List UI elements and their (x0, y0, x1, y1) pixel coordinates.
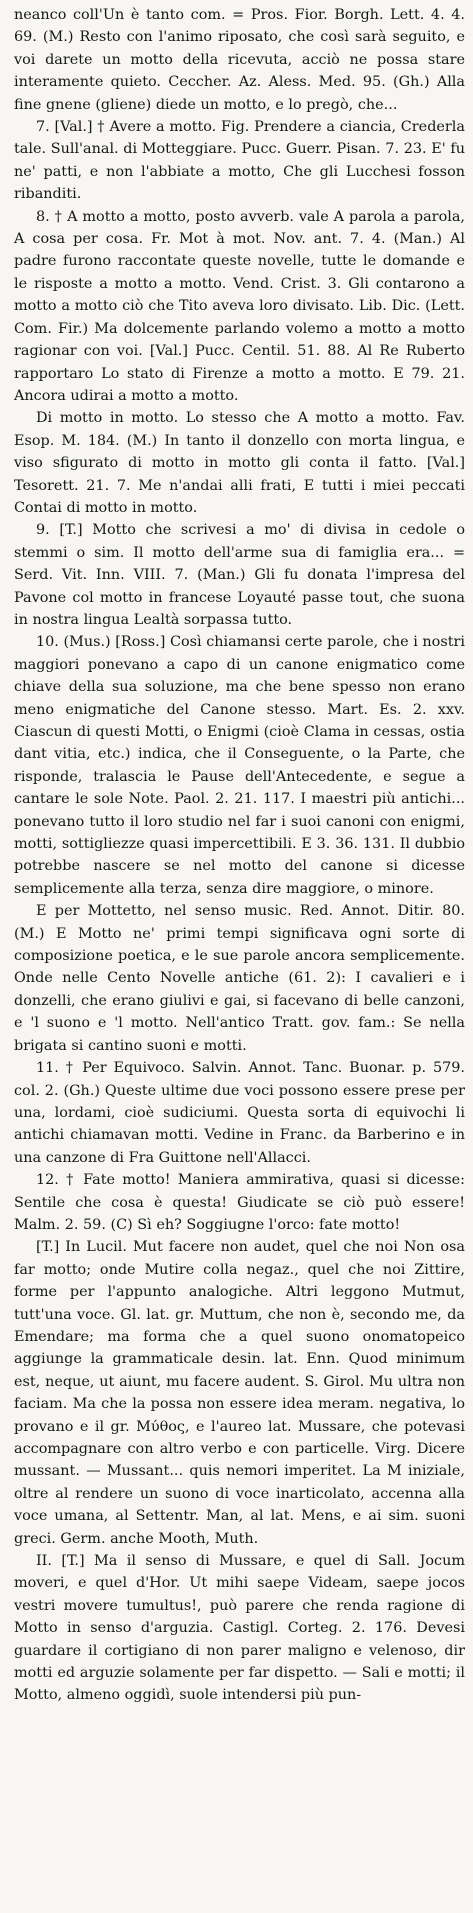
entry-paragraph-mottetto: E per Mottetto, nel senso music. Red. Annot. Ditir. 80. (M.) E Motto ne' primi tempi significava ogni sorte di composizione poetica, e le sue parole ancora semplicemente. Onde nelle Cento Novelle antiche (61. 2): I cavalieri e i donzelli, che erano giulivi e gai, si facevano di belle canzoni, e 'l suono e 'l motto. Nell'antico Tratt. gov. fam.: Se nella brigata si cantino suoni e motti. (14, 903, 465, 1054)
entry-paragraph-continuation: neanco coll'Un è tanto com. = Pros. Fior. Borgh. Lett. 4. 4. 69. (M.) Resto con l'animo riposato, che così sarà seguito, e voi darete un motto della ricevuta, acciò ne possa stare interamente quieto. Ceccher. Az. Aless. Med. 95. (Gh.) Alla fine gnene (gliene) diede un motto, e lo pregò, che... (14, 7, 465, 113)
entry-paragraph-7: 7. [Val.] † Avere a motto. Fig. Prendere a ciancia, Crederla tale. Sull'anal. di Motteggiare. Pucc. Guerr. Pisan. 7. 23. E' fu ne' patti, e non l'abbiate a motto, Che gli Lucchesi fosson ribanditi. (14, 119, 465, 203)
entry-paragraph-ii: II. [T.] Ma il senso di Mussare, e quel di Sall. Jocum moveri, e quel d'Hor. Ut mihi saepe Videam, saepe jocos vestri movere tumultus!, può parere che renda ragione di Motto in senso d'arguzia. Castigl. Corteg. 2. 176. Devesi guardare il cortigiano di non parer maligno e velenoso, dir motti ed arguzie solamente per far dispetto. — Sali e motti; il Motto, almeno oggidì, suole intendersi più pun- (14, 1553, 465, 1704)
entry-paragraph-11: 11. † Per Equivoco. Salvin. Annot. Tanc. Buonar. p. 579. col. 2. (Gh.) Queste ultime due voci possono essere prese per una, lordami, cioè sudiciumi. Questa sorta di equivochi li antichi chiamavan motti. Vedine in Franc. da Barberino e in una canzone di Fra Guittone nell'Allacci. (14, 1060, 465, 1166)
entry-paragraph-9: 9. [T.] Motto che scrivesi a mo' di divisa in cedole o stemmi o sim. Il motto dell'arme sua di famiglia era... = Serd. Vit. Inn. VIII. 7. (Man.) Gli fu donata l'impresa del Pavone col motto in francese Loyauté passe tout, che suona in nostra lingua Lealtà sorpassa tutto. (14, 522, 465, 628)
entry-paragraph-lucil: [T.] In Lucil. Mut facere non audet, quel che noi Non osa far motto; onde Mutire colla negaz., quel che noi Zittire, forme per l'appunto analogiche. Altri leggono Mutmut, tutt'una voce. Gl. lat. gr. Muttum, che non è, secondo me, da Emendare; ma forma che a quel suono onomatopeico aggiunge la grammaticale desin. lat. Enn. Quod minimum est, neque, ut aiunt, mu facere audent. S. Girol. Mu ultra non faciam. Ma che la possa non essere idea meram. negativa, lo provano e il gr. Μύθος, e l'aureo lat. Mussare, che potevasi accompagnare con altro verbo e con particelle. Virg. Dicere mussant. — Mussant... quis nemori imperitet. La M iniziale, oltre al rendere un suono di voce inarticolato, accenna alla voce umana, al Settentr. Man, al lat. Mens, e ai sim. suoni greci. Germ. anche Mooth, Muth. (14, 1239, 465, 1547)
entry-paragraph-12: 12. † Fate motto! Maniera ammirativa, quasi si dicesse: Sentile che cosa è questa! Giudicate se ciò può essere! Malm. 2. 59. (C) Sì eh? Soggiugne l'orco: fate motto! (14, 1172, 465, 1233)
entry-paragraph-10: 10. (Mus.) [Ross.] Così chiamansi certe parole, che i nostri maggiori ponevano a capo di un canone enigmatico come chiave della sua soluzione, ma che bene spesso non erano meno enigmatiche del Canone stesso. Mart. Es. 2. xxv. Ciascun di questi Motti, o Enigmi (cioè Clama in cessas, ostia dant vitia, etc.) indica, che il Conseguente, o la Parte, che risponde, tralascia le Pause dell'Antecedente, e segue a cantare le sole Note. Paol. 2. 21. 117. I maestri più antichi... ponevano tutto il loro studio nel far i suoi canoni con enigmi, motti, sottigliezze quasi impercettibili. E 3. 36. 131. Il dubbio potrebbe nascere se nel motto del canone si dicesse semplicemente alla terza, senza dire maggiore, o minore. (14, 634, 465, 897)
entry-paragraph-di-motto: Di motto in motto. Lo stesso che A motto a motto. Fav. Esop. M. 184. (M.) In tanto il donzello con morta lingua, e viso sfigurato di motto in motto gli conta il fatto. [Val.] Tesorett. 21. 7. Me n'andai alli frati, E tutti i miei peccati Contai di motto in motto. (14, 410, 465, 516)
entry-paragraph-8: 8. † A motto a motto, posto avverb. vale A parola a parola, A cosa per cosa. Fr. Mot à mot. Nov. ant. 7. 4. (Man.) Al padre furono raccontate queste novelle, tutte le domande e le risposte a motto a motto. Vend. Crist. 3. Gli contarono a motto a motto ciò che Tito aveva loro divisato. Lib. Dic. (Lett. Com. Fir.) Ma dolcemente parlando volemo a motto a motto ragionar con voi. [Val.] Pucc. Centil. 51. 88. Al Re Ruberto rapportaro Lo stato di Firenze a motto a motto. E 79. 21. Ancora udirai a motto a motto. (14, 208, 465, 404)
